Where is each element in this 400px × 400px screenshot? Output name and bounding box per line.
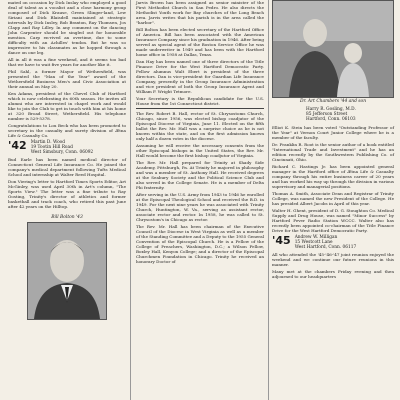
class-header-45 bbox=[272, 235, 394, 250]
column-divider bbox=[130, 0, 131, 400]
paragraph: Bill Bolton has been elected secretary of the Hartford Office of America. Bill has been associated with the American Insurance Company since his graduation in 1946. After being served as special agent of the Boston Service Office he was made underwriter in 1949 and has been with the Hartford home office in 1958 at Dallas, Texas. bbox=[136, 27, 264, 57]
column-divider bbox=[268, 0, 269, 400]
photo-caption: Dr. Art Chambers '44 and son bbox=[299, 99, 367, 104]
paragraph: Richard C. Hastings Jr. has been appointed general manager in the Hartford office of Ætna Life & Casualty company through his entire business career of 20 years and has worked his way up through the division in various supervisory and managerial positions. bbox=[272, 164, 394, 189]
paragraph: The Rev. Robert B. Hall, rector of St. Chrysostoms Church, Chicago, since 1956, was elected bishop coadjutor of the Episcopal Diocese of Virginia, June 11. Elected on the fifth ballot the Rev. Mr. Hall was a surprise choice as he is not known within the state, and on the first admission known only half a dozen votes in the diocese. bbox=[136, 111, 264, 141]
paragraph: Ken Adams, president of the Chevel Club of Hartford which is now celebrating its 60th season. He invites all alumni who are interested in chapel work and would like to join the Club to get in touch with him at his home at 320 Broad Street, Wethersfield. His telephone number is 529-5378. bbox=[8, 91, 126, 121]
paragraph: All who attended the '45-'46-'47 joint reunion enjoyed the weekend and we continue our future reunions in this manner. bbox=[272, 252, 394, 267]
section-rule bbox=[136, 108, 264, 109]
paragraph: Dr. Franklin R. Root is the senior author of a book entitled "International Trade and Investment" and he has an edition recently by the Southwestern Publishing Co. of Cincinnati, Ohio. bbox=[272, 142, 394, 162]
class-secretary-address: Andrew W. Milligan 15 Westcott Lane West Hartford, Conn. 06117 bbox=[294, 235, 357, 250]
class-year: '45 bbox=[272, 234, 291, 247]
paragraph: Don Viering's letter to Hartford Times Sports Editor, Art McGinley, was used April 30th in Art's column, "The Sports View." The letter was a fine tribute to Ray Oosting, Trinity's director of athletics and former basketball and track coach, who retired this past June after 42 years on the Hilltop. bbox=[8, 179, 126, 209]
family-illustration bbox=[273, 1, 393, 97]
paragraph: Bud Earle has been named medical director of Connecticut General Life Insurance Co. He joined the company's medical department following Tufts Medical School and internship at Walter Reed Hospital. bbox=[8, 157, 126, 177]
paragraph: Your Secretary is the Republican candidate for the U.S. House from the 1st Connecticut district. bbox=[136, 96, 264, 106]
middle-column bbox=[136, 0, 264, 266]
paragraph: The Rev. Mr. Hall prepared for Trinity at Shady Side Academy, Pittsburgh, Pa. At Trinity he majored in philosophy and was a member of St. Anthony Hall. He received degrees at the Seabury Society and the Political Science Club and also served in the College Senate. He is a member of Delta Phi fraternity. bbox=[136, 160, 264, 190]
paragraph: Assuming he will receive the necessary consents from the other Episcopal bishops in the United States, the Rev. Mr. Hall would become the first bishop coadjutor of Virginia. bbox=[136, 143, 264, 158]
paragraph: Thomas A. Smith, Associate Dean and Registrar of Trinity College, was named the new President of the College. He has presided Albert Jacobs in April of this year. bbox=[272, 191, 394, 206]
paragraph: Jarvis Brown has been assigned as senior minister of the First Methodist Church in San Pedro. He also directs the Methodist Youth work for Bay churches of the Long Beach area. Jarvis writes that his parish is in the area called the "harbor". bbox=[136, 0, 264, 25]
class-year: '42 bbox=[8, 139, 27, 152]
paragraph: Elliot K. Stein has been voted "Outstanding Professor of the Year" at Vernon Court Junior College where he is a member of the faculty. bbox=[272, 125, 394, 140]
paragraph: After serving in the U.S. Army from 1943 to 1946 he enrolled at the Episcopal Theological School and received the B.D. in 1949. For the next nine years he was associated with Trinity Church, Huntington, W. Va., serving as assistant rector, associate rector and rector. In 1958, he was called to St. Chrysostom's in Chicago as rector. bbox=[136, 192, 264, 222]
paragraph: Phil Sahl, a former Mayor of Wethersfield, was presented the "Man of the Year" award of the Wethersfield Business Men's and Civic Association at their annual on May 20. bbox=[8, 69, 126, 89]
paragraph: All in all it was a fine weekend, and it seems too bad that we have to wait five years for another like it. bbox=[8, 57, 126, 67]
family-photo bbox=[272, 0, 394, 98]
portrait-photo bbox=[27, 222, 107, 320]
class-secretary-address: Martin D. Wood 19 Tootin Hill Road West Simsbury, Conn. 06092 bbox=[30, 140, 94, 155]
class-header-42 bbox=[8, 140, 126, 155]
paragraph: Dan Hay has been named one of three directors of the Title Finance Drive for the West Hartford Democratic Party. Fellow alumnus Walt Ebert is president of the three directors. Dan is vice-president for Guardian Life Insurance Company, presently in the Group Insurance Administration and vice president of both the Group Insurance Agent and William F. Wright Tetmore. bbox=[136, 59, 264, 94]
right-column bbox=[272, 0, 394, 281]
paragraph: Many met at the chambers Friday evening and then adjourned to our headquarters bbox=[272, 269, 394, 279]
paragraph: Walter H. Ghent, president of D. G. Stoughton Co. Medical Supply and Drug House, was named "Minor Success" by Hartford Fever Radio Station WCCC. Walter also has recently been appointed co-chairman of the Title Finance Drive for the West Hartford Democratic Party. bbox=[272, 208, 394, 233]
paragraph: Congratulations to Lou Beck who has been promoted to secretary in the casualty and surety division of Ætna Life & Casualty Co. bbox=[8, 123, 126, 138]
portrait-illustration bbox=[28, 223, 106, 319]
photo-caption: Bill Bolton '43 bbox=[51, 215, 83, 220]
left-column bbox=[8, 0, 126, 320]
class-secretary-address: Harry R. Gosling, M.D. 85 Jefferson Street Hartford, Conn. 06103 bbox=[306, 107, 356, 122]
paragraph: The Rev. Mr. Hall has been chairman of the Executive Council of the Diocese in West Virginia as well as a member of the Standing Committee and a Deputy to the 1955 General Convention of the Episcopal Church. He is a Fellow of the College of Preachers, Washington, D.C.; a Wilson Fellow, Boxley Hall, Kenyon College; and a director of the Episcopal Churchmen Foundation in Chicago. Trinity he received an honorary Doctor of bbox=[136, 224, 264, 264]
paragraph: mated on occasion by Dick Inslay who employed a good deal of talent as a vocalist and a close harmony group composed of Dick Krause, Green Slinger-land, Lew Siriani and Dick Blaisdell maintained at strategic intervals by Dick Insley, Bob Braxton, Ray Thomsen, Jos Clapp and Ray Lilley. In any comment on the dancing John Carpenter should be singled out for honorable mention. Carp en-rived an overtime, due to some difficulty with an Achilles' tendon. But he was so impressive to his classmates as he hopped through a dance on one leg. bbox=[8, 0, 126, 55]
